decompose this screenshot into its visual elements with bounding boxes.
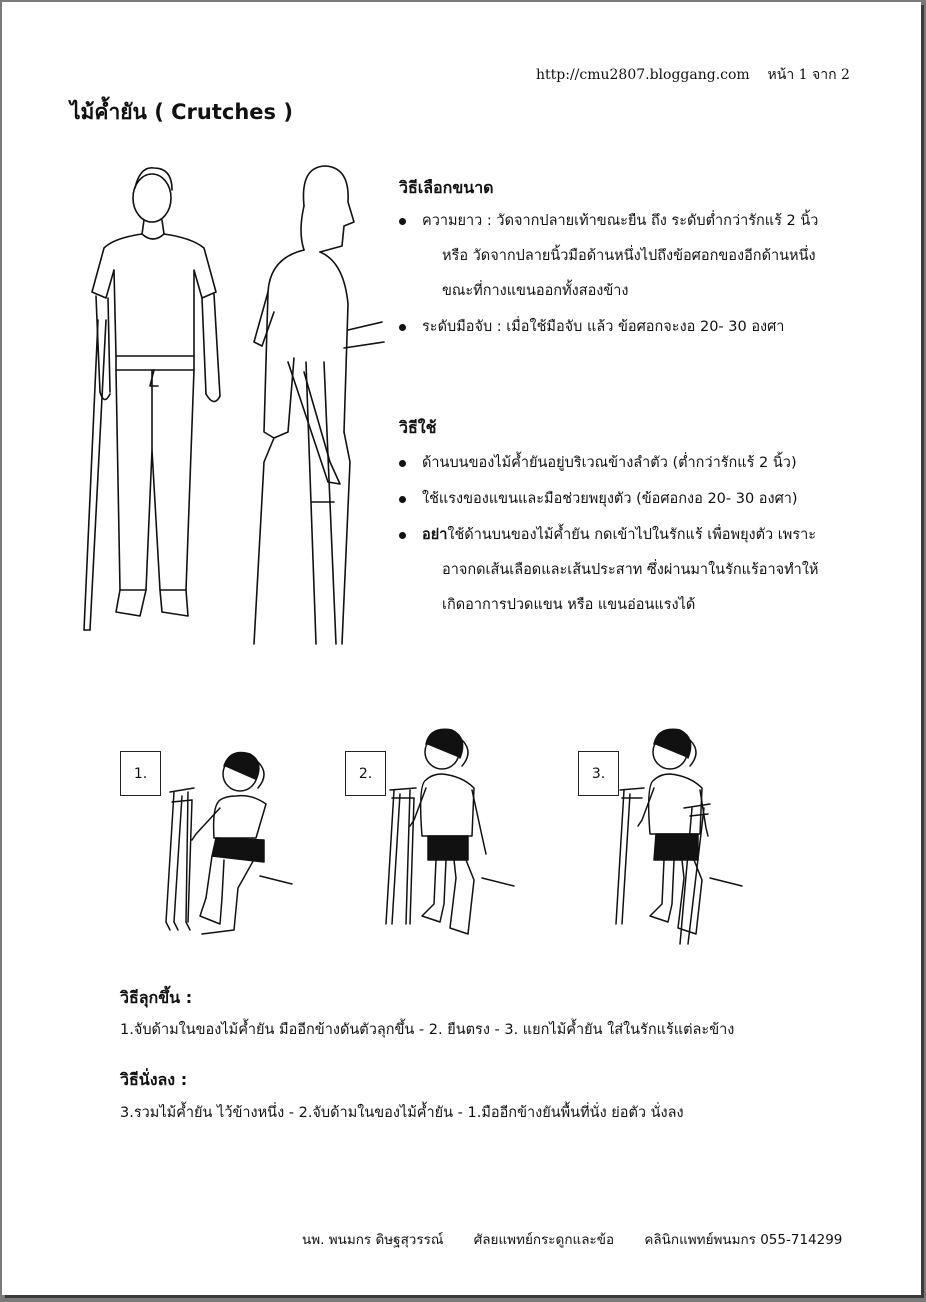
sizing-item-length (422, 204, 818, 309)
line: ขณะที่กางแขนออกทั้งสองข้าง (442, 283, 629, 299)
line: ใช้แรงของแขนและมือช่วยพยุงตัว (ข้อศอกงอ 20- 30 องศา) (422, 491, 798, 507)
line: ความยาว : วัดจากปลายเท้าขณะยืน ถึง ระดับต่ำกว่ารักแร้ 2 นิ้ว (422, 213, 819, 229)
usage-item-position (422, 446, 797, 481)
line: อาจกดเส้นเลือดและเส้นประสาท ซึ่งผ่านมาในรักแร้อาจทำให้ (442, 562, 819, 578)
sit-down-heading: วิธีนั่งลง : (120, 1070, 188, 1089)
header-url: http://cmu2807.bloggang.com (536, 67, 750, 83)
page-footer (302, 1228, 842, 1250)
child-walking-illustration (614, 728, 744, 946)
stand-up-heading: วิธีลุกขึ้น : (120, 988, 193, 1007)
footer-specialty: ศัลยแพทย์กระดูกและข้อ (473, 1232, 615, 1248)
bullet-dot (399, 496, 406, 503)
line: เกิดอาการปวดแขน หรือ แขนอ่อนแรงได้ (442, 597, 696, 613)
warning-word: อย่า (422, 527, 448, 543)
footer-clinic: คลินิกแพทย์พนมกร 055-714299 (644, 1232, 843, 1248)
sizing-heading: วิธีเลือกขนาด (399, 178, 494, 197)
sit-down-steps: 3.รวมไม้ค้ำยัน ไว้ข้างหนึ่ง - 2.จับด้ามในของไม้ค้ำยัน - 1.มืออีกข้างยันพื้นที่นั่ง ย่อตัว นั่งลง (120, 1105, 684, 1121)
child-standing-illustration (382, 728, 518, 946)
bullet-dot (399, 532, 406, 539)
sizing-item-grip (422, 310, 784, 345)
usage-heading: วิธีใช้ (399, 418, 437, 437)
front-view-illustration (80, 160, 228, 635)
side-view-illustration (244, 162, 384, 644)
line-text: ใช้ด้านบนของไม้ค้ำยัน กดเข้าไปในรักแร้ เพื่อพยุงตัว เพราะ (447, 527, 817, 543)
bullet-dot (399, 218, 406, 225)
child-sitting-illustration (160, 748, 292, 944)
bullet-dot (399, 324, 406, 331)
line: ระดับมือจับ : เมื่อใช้มือจับ แล้ว ข้อศอกจะงอ 20- 30 องศา (422, 319, 785, 335)
page-number: หน้า 1 จาก 2 (767, 67, 850, 83)
line (422, 518, 818, 553)
footer-doctor: นพ. พนมกร ดิษฐสุวรรณ์ (302, 1232, 444, 1248)
line: หรือ วัดจากปลายนิ้วมือด้านหนึ่งไปถึงข้อศอกของอีกด้านหนึ่ง (442, 248, 816, 264)
step-label-3: 3. (578, 751, 619, 796)
document-page (2, 2, 921, 1295)
step-label-2: 2. (345, 751, 386, 796)
stand-up-steps: 1.จับด้ามในของไม้ค้ำยัน มืออีกข้างดันตัวลุกขึ้น - 2. ยืนตรง - 3. แยกไม้ค้ำยัน ใส่ในรักแร้แต่ละข้าง (120, 1022, 735, 1038)
bullet-dot (399, 460, 406, 467)
step-label-1: 1. (120, 751, 161, 796)
page-title: ไม้ค้ำยัน ( Crutches ) (70, 100, 293, 124)
line: ด้านบนของไม้ค้ำยันอยู่บริเวณข้างลำตัว (ต่ำกว่ารักแร้ 2 นิ้ว) (422, 455, 797, 471)
usage-item-warning (422, 518, 818, 623)
usage-item-support (422, 482, 798, 517)
page-header (536, 64, 850, 86)
